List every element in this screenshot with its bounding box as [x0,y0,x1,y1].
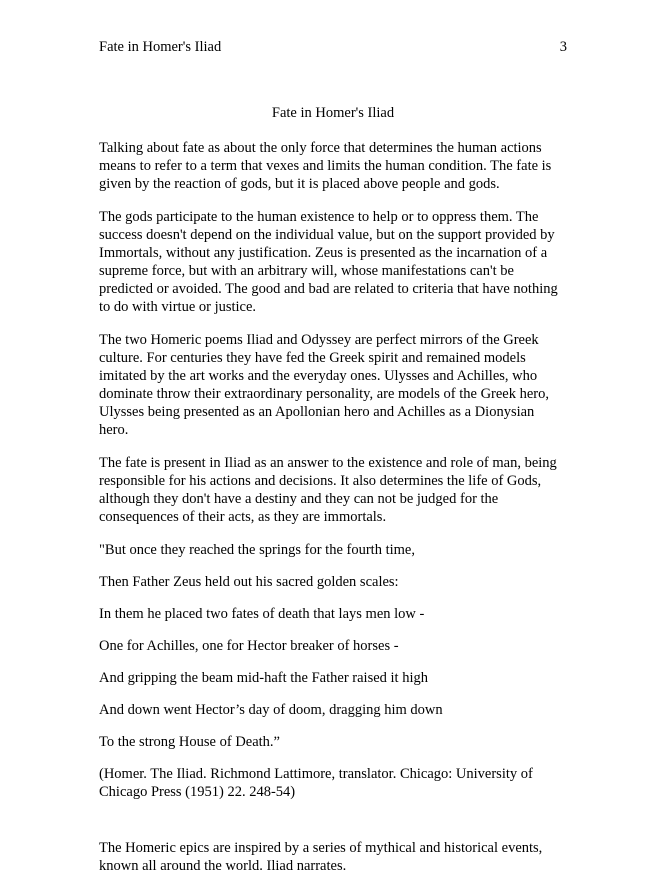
running-header [99,38,567,58]
quote-line: And down went Hector’s day of doom, dragging him down [99,702,443,718]
paragraph-3: The two Homeric poems Iliad and Odyssey are perfect mirrors of the Greek culture. For centuries they have fed the Greek spirit and remained models imitated by the art works and the everyday ones. Ulysses and Achilles, who dominate throw their extraordinary personality, are models of the Greek hero, Ulysses being presented as an Apollonian hero and Achilles as a Dionysian hero. [99,332,550,438]
paragraph-1: Talking about fate as about the only force that determines the human actions means to refer to a term that vexes and limits the human condition. The fate is given by the reaction of gods, but it is placed above people and gods. [99,140,552,192]
paragraph-4: The fate is present in Iliad as an answer to the existence and role of man, being responsible for his actions and decisions. It also determines the life of Gods, although they don't have a destiny and they can not be judged for the consequences of their acts, as they are immortals. [99,455,557,525]
citation: (Homer. The Iliad. Richmond Lattimore, translator. Chicago: University of Chicago Press (1951) 22. 248-54) [99,766,533,800]
quote-line: One for Achilles, one for Hector breaker of horses - [99,638,399,654]
document-title: Fate in Homer's Iliad [271,105,395,121]
page-number: 3 [559,39,567,55]
document-body [99,104,567,890]
quote-line: And gripping the beam mid-haft the Father raised it high [99,670,428,686]
quote-line: To the strong House of Death.” [99,734,280,750]
closing-paragraph: The Homeric epics are inspired by a series of mythical and historical events, known all around the world. Iliad narrates. [99,840,543,874]
block-quote [99,541,567,751]
quote-line: "But once they reached the springs for the fourth time, [99,542,415,558]
running-header-title: Fate in Homer's Iliad [99,39,222,55]
paragraph-2: The gods participate to the human existence to help or to oppress them. The success doesn't depend on the individual value, but on the support provided by Immortals, without any justification. Zeus is presented as the incarnation of a supreme force, but with an arbitrary will, whose manifestations can't be predicted or avoided. The good and bad are related to criteria that have nothing to do with virtue or justice. [99,209,558,315]
quote-line: In them he placed two fates of death that lays men low - [99,606,425,622]
quote-line: Then Father Zeus held out his sacred golden scales: [99,574,399,590]
